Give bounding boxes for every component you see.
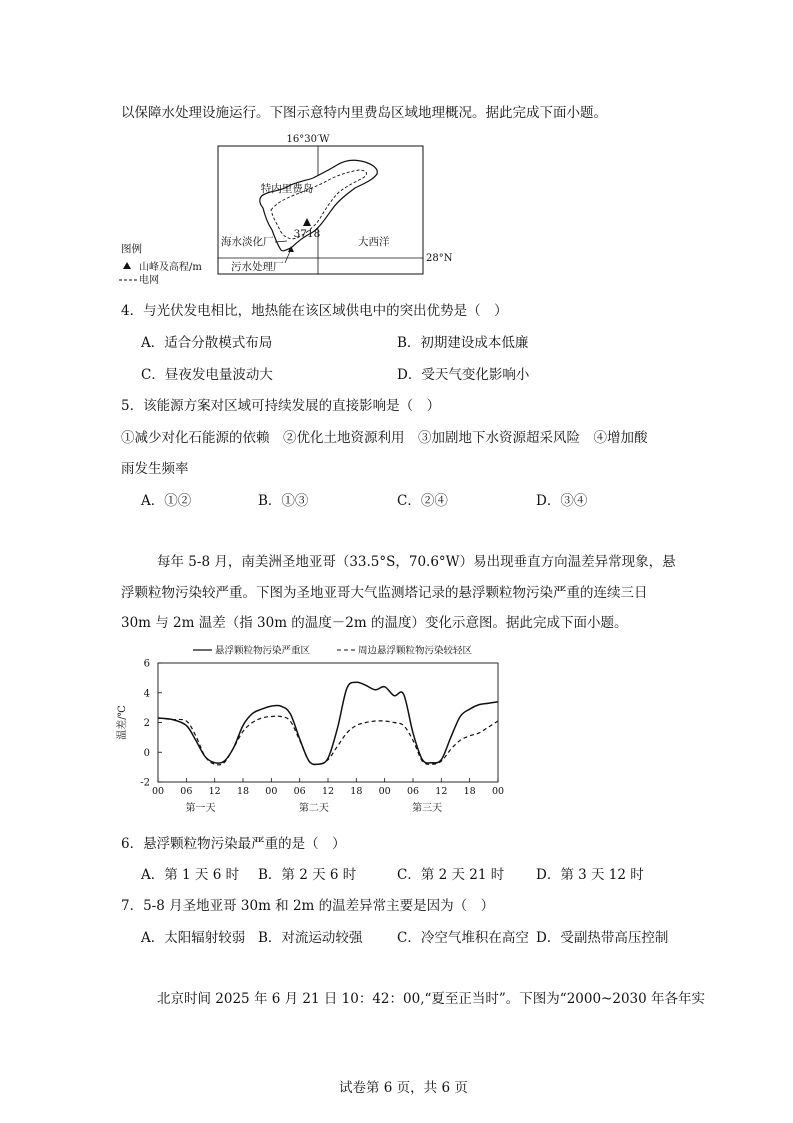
q5-option-a: A．①② xyxy=(141,493,192,509)
q6-option-a: A．第 1 天 6 时 xyxy=(141,867,240,883)
x-tick-label: 00 xyxy=(491,786,505,797)
page-footer: 试卷第 6 页，共 6 页 xyxy=(339,1080,468,1096)
passage3-line1: 北京时间 2025 年 6 月 21 日 10：42：00,“夏至正当时”。下图为“2000~2030 年各年实 xyxy=(157,991,706,1007)
passage2-line1: 每年 5-8 月，南美洲圣地亚哥（33.5°S，70.6°W）易出现垂直方向温差异常现象，悬 xyxy=(157,554,676,570)
q7-option-b: B．对流运动较强 xyxy=(258,930,363,946)
q5-option-b: B．①③ xyxy=(258,493,309,509)
y-tick-label: 6 xyxy=(143,658,150,670)
y-tick-label: 0 xyxy=(143,747,150,759)
y-tick-label: 4 xyxy=(143,688,150,700)
q7-option-a: A．太阳辐射较弱 xyxy=(141,930,246,946)
latitude-label: 28°N xyxy=(426,253,453,264)
x-tick-label: 00 xyxy=(265,786,278,797)
tenerife-map xyxy=(115,128,460,286)
series-line-severe xyxy=(158,682,498,764)
x-tick-label: 00 xyxy=(378,786,391,797)
passage2-line3: 30m 与 2m 温差（指 30m 的温度－2m 的温度）变化示意图。据此完成下面小题。 xyxy=(121,615,628,631)
plot-frame xyxy=(158,663,498,782)
q6-option-b: B．第 2 天 6 时 xyxy=(258,867,357,883)
ocean-label: 大西洋 xyxy=(358,236,390,248)
longitude-label: 16°30′W xyxy=(286,134,330,145)
q5-stem: 5．该能源方案对区域可持续发展的直接影响是（ ） xyxy=(121,398,441,414)
x-tick-label: 18 xyxy=(350,786,363,797)
y-tick-label: -2 xyxy=(140,777,150,789)
y-axis-label: 温差/℃ xyxy=(117,705,128,740)
q4-option-d: D．受天气变化影响小 xyxy=(397,367,530,383)
day-label: 第一天 xyxy=(185,803,216,814)
y-tick-label: 2 xyxy=(143,718,150,729)
intro-text: 以保障水处理设施运行。下图示意特内里费岛区域地理概况。据此完成下面小题。 xyxy=(121,105,607,121)
q7-option-c: C．冷空气堆积在高空 xyxy=(397,930,529,946)
x-tick-label: 12 xyxy=(208,786,221,797)
legend-peak-icon xyxy=(123,262,131,269)
x-tick-label: 06 xyxy=(180,786,193,797)
desal-plant-label: 海水淡化厂 xyxy=(221,236,274,248)
q7-stem: 7．5-8 月圣地亚哥 30m 和 2m 的温差异常主要是因为（ ） xyxy=(121,898,495,914)
q4-stem: 4．与光伏发电相比，地热能在该区域供电中的突出优势是（ ） xyxy=(121,303,508,319)
x-tick-label: 00 xyxy=(151,786,165,797)
q4-option-b: B．初期建设成本低廉 xyxy=(397,335,529,351)
temperature-difference-chart xyxy=(115,640,515,820)
passage2-line2: 浮颗粒物污染较严重。下图为圣地亚哥大气监测塔记录的悬浮颗粒物污染严重的连续三日 xyxy=(121,585,648,601)
x-tick-label: 06 xyxy=(293,786,306,797)
q5-option-c: C．②④ xyxy=(397,493,448,509)
q5-statements-line2: 雨发生频率 xyxy=(121,461,189,477)
q6-option-c: C．第 2 天 21 时 xyxy=(397,867,505,883)
x-tick-label: 06 xyxy=(406,786,420,797)
q6-option-d: D．第 3 天 12 时 xyxy=(536,867,644,883)
peak-elevation: 3718 xyxy=(293,228,321,240)
x-tick-label: 18 xyxy=(236,786,250,797)
legend-label-light: 周边悬浮颗粒物污染较轻区 xyxy=(358,645,473,657)
day-label: 第三天 xyxy=(412,803,443,814)
day-label: 第二天 xyxy=(298,803,329,814)
q5-option-d: D．③④ xyxy=(536,493,588,509)
legend-peak-label: 山峰及高程/m xyxy=(139,262,202,273)
x-tick-label: 12 xyxy=(435,786,448,797)
q7-option-d: D．受副热带高压控制 xyxy=(536,930,669,946)
x-tick-label: 12 xyxy=(321,786,335,797)
q5-statements-line1: ①减少对化石能源的依赖 ②优化土地资源利用 ③加剧地下水资源超采风险 ④增加酸 xyxy=(121,430,648,446)
q6-stem: 6．悬浮颗粒物污染最严重的是（ ） xyxy=(121,836,346,852)
q4-option-c: C．昼夜发电量波动大 xyxy=(141,367,273,383)
sewage-plant-label: 污水处理厂 xyxy=(231,261,284,273)
q4-option-a: A．适合分散模式布局 xyxy=(141,335,273,351)
legend-title: 图例 xyxy=(121,243,142,255)
island-name: 特内里费岛 xyxy=(260,183,314,195)
legend-grid-label: 电网 xyxy=(139,275,159,286)
x-tick-label: 18 xyxy=(463,786,476,797)
legend-label-severe: 悬浮颗粒物污染严重区 xyxy=(215,645,311,657)
